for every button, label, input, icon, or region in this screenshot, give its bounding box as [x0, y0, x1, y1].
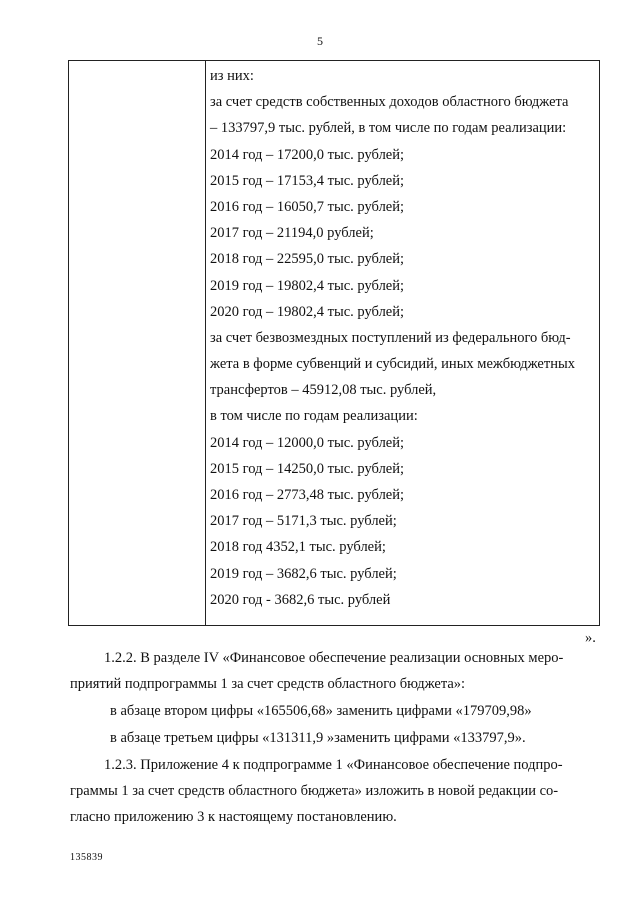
- document-id: 135839: [70, 852, 103, 863]
- table-line: трансфертов – 45912,08 тыс. рублей,: [210, 382, 437, 399]
- paragraph-1-2-3-line-1: 1.2.3. Приложение 4 к подпрограмме 1 «Финансовое обеспечение подпро-: [104, 757, 563, 773]
- paragraph-1-2-2-line-1: 1.2.2. В разделе IV «Финансовое обеспечение реализации основных меро-: [104, 650, 564, 666]
- table-line: 2014 год – 12000,0 тыс. рублей;: [210, 434, 405, 451]
- table-line: из них:: [210, 68, 254, 84]
- table-line: 2018 год – 22595,0 тыс. рублей;: [210, 251, 405, 268]
- table-line: 2020 год – 19802,4 тыс. рублей;: [210, 303, 405, 320]
- table-line: 2015 год – 17153,4 тыс. рублей;: [210, 172, 405, 189]
- table-line: за счет безвозмездных поступлений из федерального бюд-: [210, 329, 571, 346]
- table-line: жета в форме субвенций и субсидий, иных межбюджетных: [210, 356, 575, 373]
- table-column-divider: [205, 61, 206, 625]
- table-line: 2018 год 4352,1 тыс. рублей;: [210, 539, 386, 556]
- table-line: 2019 год – 3682,6 тыс. рублей;: [210, 565, 397, 582]
- table-line: 2019 год – 19802,4 тыс. рублей;: [210, 277, 405, 294]
- table-right-cell: [210, 63, 595, 613]
- table-line: 2020 год - 3682,6 тыс. рублей: [210, 591, 391, 608]
- table-line: за счет средств собственных доходов областного бюджета: [210, 94, 569, 111]
- table-line: 2017 год – 5171,3 тыс. рублей;: [210, 513, 397, 530]
- table-line: 2014 год – 17200,0 тыс. рублей;: [210, 146, 405, 163]
- table-line: 2016 год – 16050,7 тыс. рублей;: [210, 198, 405, 215]
- table-line: – 133797,9 тыс. рублей, в том числе по годам реализации:: [210, 120, 567, 137]
- paragraph-1-2-2-line-2: приятий подпрограммы 1 за счет средств областного бюджета»:: [70, 676, 466, 692]
- paragraph-1-2-3-line-2: граммы 1 за счет средств областного бюджета» изложить в новой редакции со-: [70, 783, 559, 799]
- table-line: в том числе по годам реализации:: [210, 408, 418, 425]
- budget-table: [68, 60, 600, 626]
- closing-quote-mark: ».: [585, 630, 596, 646]
- table-line: 2015 год – 14250,0 тыс. рублей;: [210, 460, 405, 477]
- paragraph-abzac-3: в абзаце третьем цифры «131311,9 »заменить цифрами «133797,9».: [110, 730, 526, 746]
- table-line: 2017 год – 21194,0 рублей;: [210, 225, 374, 242]
- table-line: 2016 год – 2773,48 тыс. рублей;: [210, 487, 405, 503]
- paragraph-abzac-2: в абзаце втором цифры «165506,68» заменить цифрами «179709,98»: [110, 703, 532, 719]
- page-number: 5: [317, 34, 323, 48]
- paragraph-1-2-3-line-3: гласно приложению 3 к настоящему постановлению.: [70, 809, 397, 825]
